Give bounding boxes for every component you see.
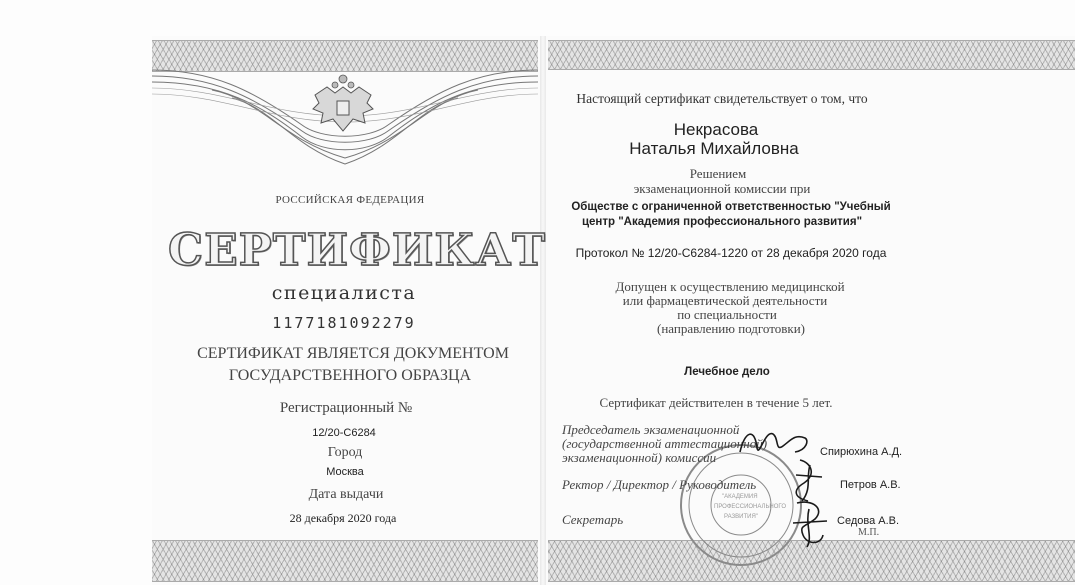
holder-given-names: Наталья Михайловна (629, 139, 799, 158)
secretary-name: Седова А.В. (837, 515, 900, 527)
admission-line4: (направлению подготовки) (657, 321, 805, 336)
city-label: Город (327, 445, 363, 460)
organization-line2: центр "Академия профессионального развития" (581, 216, 863, 228)
secretary-signature (785, 495, 835, 550)
registration-number: 12/20-С6284 (312, 427, 376, 439)
chairman-label-line3: экзаменационной) комиссии (562, 450, 717, 465)
issue-date-label: Дата выдачи (308, 487, 384, 502)
guilloche-border-top-right (548, 40, 1075, 70)
admission-line3: по специальности (677, 307, 777, 322)
city-value: Москва (326, 466, 364, 478)
guilloche-border-bottom-left (152, 540, 538, 582)
seal-mark-label: М.П. (858, 527, 880, 538)
specialty-value: Лечебное дело (684, 366, 770, 378)
organization-line1: Обществе с ограниченной ответственностью "Учебный (571, 201, 891, 213)
svg-text:ПРОФЕССИОНАЛЬНОГО: ПРОФЕССИОНАЛЬНОГО (714, 504, 786, 510)
rector-label: Ректор / Директор / Руководитель (562, 477, 757, 492)
decision-line2: экзаменационной комиссии при (633, 181, 811, 196)
admission-line2: или фармацевтической деятельности (622, 293, 828, 308)
certificate-subtitle: специалиста (271, 282, 417, 304)
country-label: РОССИЙСКАЯ ФЕДЕРАЦИЯ (275, 194, 425, 206)
validity-statement: Сертификат действителен в течение 5 лет. (599, 395, 833, 410)
rector-name: Петров А.В. (840, 479, 901, 491)
svg-text:"АКАДЕМИЯ: "АКАДЕМИЯ (722, 494, 758, 500)
svg-text:РАЗВИТИЯ": РАЗВИТИЯ" (724, 514, 758, 520)
certificate-intro: Настоящий сертификат свидетельствует о том, что (576, 91, 868, 106)
secretary-label: Секретарь (562, 512, 624, 527)
holder-surname: Некрасова (673, 120, 759, 139)
decision-line1: Решением (689, 166, 747, 181)
certificate-number: 1177181092279 (272, 314, 416, 332)
chairman-name: Спирюхина А.Д. (820, 446, 903, 458)
certificate-title: СЕРТИФИКАТ (168, 225, 546, 276)
document-status-line2: ГОСУДАРСТВЕННОГО ОБРАЗЦА (228, 367, 472, 384)
admission-line1: Допущен к осуществлению медицинской (615, 279, 845, 294)
coat-of-arms-icon (305, 73, 381, 141)
protocol-line: Протокол № 12/20-С6284-1220 от 28 декабря 2020 года (575, 246, 887, 260)
page-spine (540, 36, 546, 585)
issue-date-value: 28 декабря 2020 года (289, 511, 397, 525)
chairman-label-line1: Председатель экзаменационной (562, 422, 740, 437)
document-status-line1: СЕРТИФИКАТ ЯВЛЯЕТСЯ ДОКУМЕНТОМ (197, 345, 509, 362)
chairman-label-line2: (государственной аттестационной) (562, 436, 768, 451)
registration-label: Регистрационный № (279, 400, 413, 416)
